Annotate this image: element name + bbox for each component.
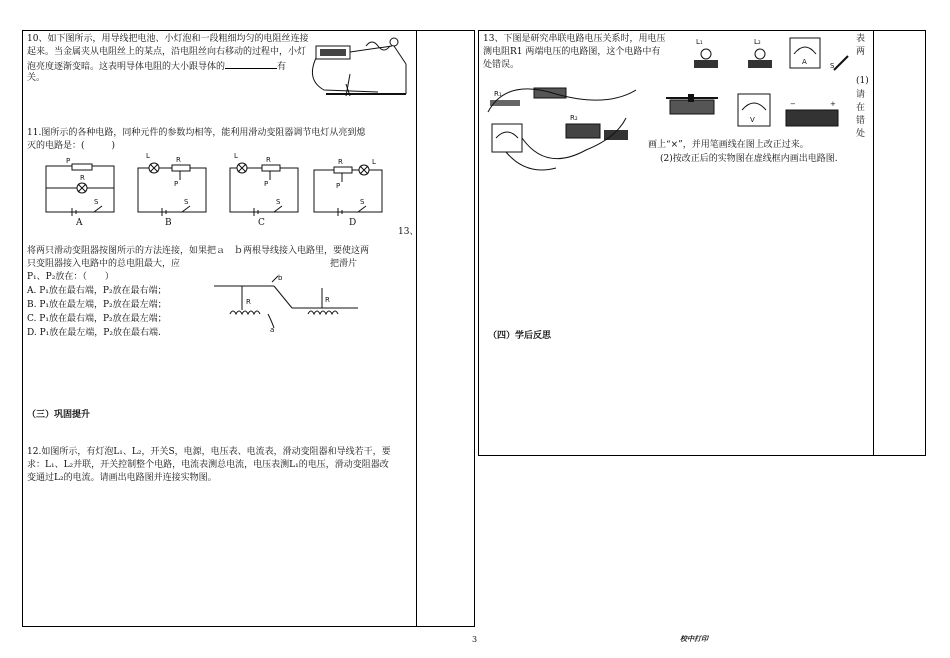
- q13-rheostat-figure: [212, 274, 360, 334]
- page-number: 3: [472, 635, 478, 644]
- q11b-label-p: P: [174, 180, 179, 188]
- r-side-char-2: 两: [856, 47, 866, 57]
- q11c-label-s: S: [276, 198, 281, 206]
- q11c-label-p: P: [264, 180, 269, 188]
- right-outer-border: [478, 30, 479, 456]
- q11b-label-r: R: [176, 156, 181, 164]
- r-q13-line2: 测电阻R1 两端电压的电路图，这个电路中有: [483, 47, 661, 57]
- q12-line3: 变通过L₂的电流。请画出电路图并连接实物图。: [27, 473, 217, 483]
- q13-option-d: D. P₁放在最左端，P₂放在最右端.: [27, 328, 161, 338]
- r-side-char-6: 在: [856, 103, 866, 113]
- q13-label-r1: R: [246, 298, 251, 306]
- right-right-border: [925, 30, 926, 456]
- q10-line3: [27, 59, 286, 75]
- q11-label-d: D: [349, 218, 357, 228]
- section3-heading: （三）巩固提升: [27, 410, 91, 420]
- q13-option-a: A. P₁放在最右端，P₂放在最右端；: [27, 286, 167, 296]
- left-inner-divider: [416, 30, 417, 627]
- label-r2: R₂: [570, 114, 578, 122]
- svg-text:a: a: [270, 326, 275, 334]
- q11-line2: 灭的电路是：( ): [27, 141, 116, 151]
- q12-line2: 求：L₁、L₂并联，开关控制整个电路，电流表测总电流，电压表测L₁的电压，滑动变阻器改: [27, 460, 389, 470]
- q11a-label-s: S: [94, 198, 99, 206]
- q13-line2-text: 只变阻器接入电路中的总电阻最大，应: [27, 259, 181, 269]
- q13-option-c: C. P₁放在最右端，P₂放在最左端；: [27, 314, 167, 324]
- label-l2: L₂: [754, 38, 761, 46]
- r-q13-line3: 处错误。: [483, 60, 520, 70]
- q13-line3: P₁、P₂放在：（ ）: [27, 272, 114, 282]
- q10-line3-text: 泡亮度逐渐变暗。这表明导体电阻的大小跟导体的: [27, 62, 226, 72]
- left-bottom-border: [22, 626, 475, 627]
- q11-circuit-d: [312, 152, 388, 216]
- label-switch: S: [830, 62, 835, 70]
- q11b-label-s: S: [184, 198, 189, 206]
- r-q13-line4: 画上“×”，并用笔画线在图上改正过来。: [648, 140, 809, 150]
- q13-number: 13、: [398, 227, 419, 237]
- q11-label-b: B: [165, 218, 172, 228]
- left-outer-border: [22, 30, 23, 627]
- q13-line2: [27, 258, 357, 272]
- label-l1: L₁: [696, 38, 703, 46]
- q10-line4: 关。: [27, 73, 46, 83]
- right-bottom-border: [478, 455, 926, 456]
- r-q13-components-top: [686, 34, 852, 76]
- label-ammeter: A: [802, 58, 807, 66]
- r-side-char-1: 表: [856, 34, 866, 44]
- q11-circuit-b: [136, 152, 212, 216]
- q11b-label-l: L: [146, 152, 150, 160]
- q11d-label-s: S: [360, 198, 365, 206]
- q11d-label-p: P: [336, 182, 341, 190]
- r-q13-line5: (2)按改正后的实物图在虚线框内画出电路图.: [660, 154, 838, 164]
- right-inner-divider: [873, 30, 874, 456]
- q13-option-b: B. P₁放在最左端，P₂放在最左端；: [27, 300, 167, 310]
- section4-heading: （四）学后反思: [488, 331, 552, 341]
- label-voltmeter: V: [750, 116, 755, 124]
- q11-label-c: C: [258, 218, 265, 228]
- q11-label-a: A: [76, 218, 83, 228]
- svg-text:+: +: [830, 100, 836, 108]
- q10-line2: 起来。当金属夹从电阻丝上的某点，沿电阻丝向右移动的过程中，小灯: [27, 47, 307, 57]
- r-side-char-4: (1): [856, 76, 869, 86]
- q13-line1: 将两只滑动变阻器按图所示的方法连接，如果把ａ ｂ两根导线接入电路里，要使这两: [27, 246, 370, 256]
- svg-text:b: b: [278, 274, 283, 282]
- q10-circuit-figure: [306, 34, 412, 102]
- q10-line3-end: 有: [277, 62, 287, 72]
- q12-line1: 12.如图所示，有灯泡L₁、L₂，开关S，电源，电压表、电流表，滑动变阻器和导线若干，要: [27, 447, 391, 457]
- table-top-border-left: [22, 30, 475, 31]
- q11a-label-r: R: [80, 174, 85, 182]
- q11c-label-r: R: [266, 156, 271, 164]
- print-mark: 校中打印: [680, 635, 708, 643]
- q11c-label-l: L: [234, 152, 238, 160]
- q10-line1: 10、如下图所示，用导线把电池、小灯泡和一段粗细均匀的电阻丝连接: [27, 34, 309, 44]
- r-side-char-8: 处: [856, 129, 866, 139]
- r-q13-components-mid: [660, 88, 846, 134]
- r-q13-line1: 13、下图是研究串联电路电压关系时，用电压: [483, 34, 666, 44]
- q13-label-r2: R: [325, 296, 330, 304]
- q10-answer-blank[interactable]: [225, 59, 277, 69]
- r-side-char-7: 错: [856, 116, 866, 126]
- q11-circuit-c: [228, 152, 304, 216]
- label-r1: R₁: [494, 90, 502, 98]
- q11-line1: 11.图所示的各种电路，同种元件的参数均相等，能利用滑动变阻器调节电灯从亮到熄: [27, 128, 366, 138]
- q11a-label-p: P: [66, 157, 71, 165]
- r-side-char-5: 请: [856, 90, 866, 100]
- svg-text:−: −: [790, 100, 796, 108]
- left-right-border: [474, 30, 475, 627]
- q11d-label-r: R: [338, 158, 343, 166]
- table-top-border-right: [478, 30, 926, 31]
- q13-line2-end: 把滑片: [330, 259, 358, 269]
- q11d-label-l: L: [372, 158, 376, 166]
- r-q13-circuit-photo: [486, 78, 646, 176]
- q11-circuit-a: [44, 158, 120, 218]
